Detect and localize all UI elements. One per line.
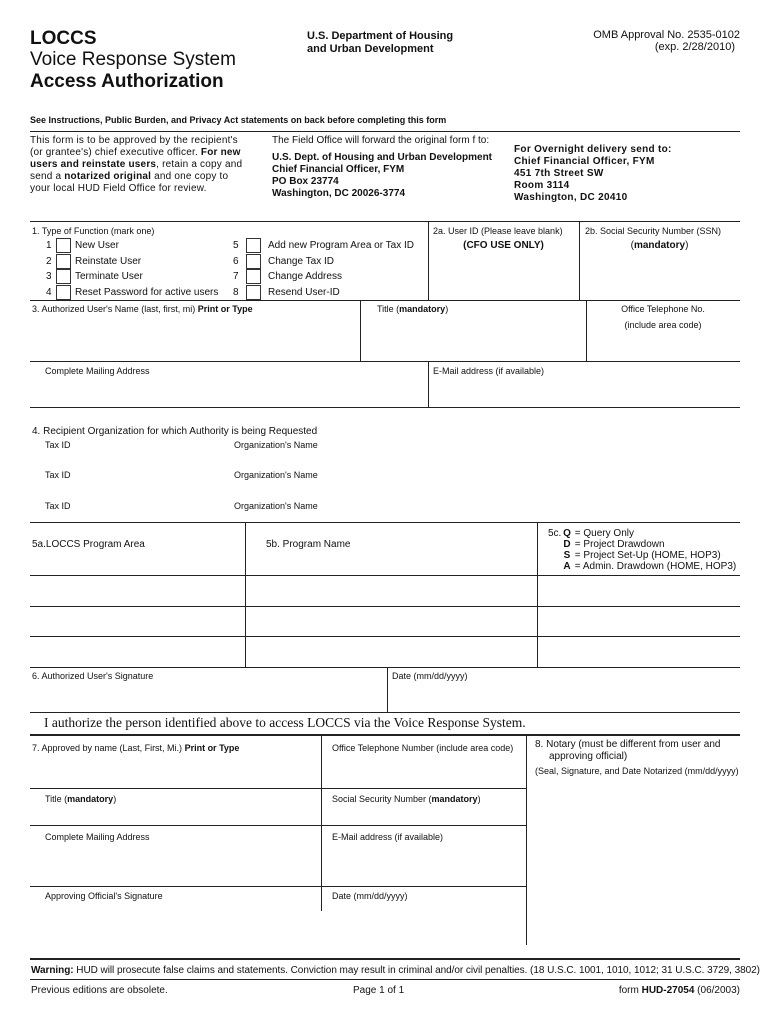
option-number: 3 bbox=[46, 271, 52, 282]
reset-password-checkbox[interactable] bbox=[56, 285, 71, 300]
change-tax-id-checkbox[interactable] bbox=[246, 254, 261, 269]
program-area-cell[interactable] bbox=[30, 607, 245, 636]
program-area-cell[interactable] bbox=[30, 637, 245, 666]
tax-id-field[interactable] bbox=[85, 499, 225, 513]
access-codes-legend: 5c. Q = Query Only D = Project Drawdown S = Project Set-Up (HOME, HOP3) A = Admin. Drawdown (HOME, HOP3) bbox=[548, 528, 737, 572]
program-name-label: 5b. Program Name bbox=[266, 539, 351, 550]
access-code-cell[interactable] bbox=[538, 576, 740, 605]
approver-ssn-field[interactable] bbox=[322, 806, 526, 824]
notary-seal-area[interactable] bbox=[527, 780, 740, 944]
authorized-user-name-label: 3. Authorized User's Name (last, first, mi) Print or Type bbox=[32, 304, 253, 314]
approver-phone-field[interactable] bbox=[322, 755, 526, 787]
approver-signature-field[interactable] bbox=[30, 903, 321, 943]
option-label: Change Tax ID bbox=[268, 256, 334, 267]
option-label: Add new Program Area or Tax ID bbox=[268, 240, 414, 251]
option-number: 4 bbox=[46, 287, 52, 298]
organization-name-label: Organization's Name bbox=[234, 440, 318, 450]
option-number: 6 bbox=[233, 256, 239, 267]
department-name-line2: and Urban Development bbox=[307, 43, 434, 55]
user-signature-date-field[interactable] bbox=[388, 683, 740, 711]
option-number: 1 bbox=[46, 240, 52, 251]
approver-name-label: 7. Approved by name (Last, First, Mi.) Print or Type bbox=[32, 743, 240, 753]
tax-id-field[interactable] bbox=[85, 438, 225, 452]
approver-mailing-address-field[interactable] bbox=[30, 844, 321, 885]
new-user-checkbox[interactable] bbox=[56, 238, 71, 253]
field-office-address: The Field Office will forward the original form f to: U.S. Dept. of Housing and Urban Development Chief Financial Officer, FYM PO Box 23774 Washington, DC 20026-3774 bbox=[272, 135, 493, 199]
approver-title-field[interactable] bbox=[30, 806, 321, 824]
omb-approval: OMB Approval No. 2535-0102 bbox=[593, 29, 740, 41]
option-label: Reset Password for active users bbox=[75, 287, 219, 298]
option-label: Change Address bbox=[268, 271, 342, 282]
approver-signature-label: Approving Official's Signature bbox=[45, 891, 163, 901]
program-name-cell[interactable] bbox=[246, 637, 537, 666]
user-title-label: Title (mandatory) bbox=[377, 304, 449, 314]
option-number: 7 bbox=[233, 271, 239, 282]
option-label: Reinstate User bbox=[75, 256, 142, 267]
add-program-area-checkbox[interactable] bbox=[246, 238, 261, 253]
user-title-field[interactable] bbox=[361, 316, 586, 360]
divider bbox=[579, 221, 580, 300]
intro-instructions: This form is to be approved by the recipient's (or grantee's) chief executive officer. For new users and reinstate users, retain a copy and send a notarized original and one copy to your local HUD Field Office for review. bbox=[30, 135, 243, 194]
ssn-label: 2b. Social Security Number (SSN) bbox=[585, 226, 722, 236]
option-label: New User bbox=[75, 240, 119, 251]
type-of-function-label: 1. Type of Function (mark one) bbox=[32, 226, 155, 236]
program-name-cell[interactable] bbox=[246, 576, 537, 605]
option-label: Terminate User bbox=[75, 271, 143, 282]
user-email-label: E-Mail address (if available) bbox=[433, 366, 545, 376]
divider bbox=[30, 958, 740, 960]
cfo-use-only-note: (CFO USE ONLY) bbox=[463, 240, 544, 251]
tax-id-label: Tax ID bbox=[45, 470, 71, 480]
organization-name-field[interactable] bbox=[322, 499, 740, 513]
divider bbox=[30, 522, 740, 523]
approver-mailing-address-label: Complete Mailing Address bbox=[45, 832, 150, 842]
divider bbox=[30, 886, 526, 887]
option-number: 8 bbox=[233, 287, 239, 298]
program-area-label: 5a.LOCCS Program Area bbox=[32, 539, 145, 550]
divider bbox=[30, 734, 740, 736]
divider bbox=[428, 221, 429, 300]
change-address-checkbox[interactable] bbox=[246, 269, 261, 284]
warning-statement: Warning: HUD will prosecute false claims and statements. Conviction may result in criminal and/or civil penalties. (18 U.S.C. 1001, 1010, 1012; 31 U.S.C. 3729, 3802) bbox=[31, 965, 760, 976]
authorized-user-name-field[interactable] bbox=[30, 316, 360, 360]
option-number: 2 bbox=[46, 256, 52, 267]
resend-user-id-checkbox[interactable] bbox=[246, 285, 261, 300]
approver-phone-label: Office Telephone Number (include area code) bbox=[332, 743, 514, 753]
authorization-statement: I authorize the person identified above to access LOCCS via the Voice Response System. bbox=[44, 715, 526, 730]
approver-signature-date-label: Date (mm/dd/yyyy) bbox=[332, 891, 408, 901]
divider bbox=[30, 131, 740, 132]
user-id-label: 2a. User ID (Please leave blank) bbox=[433, 226, 563, 236]
divider bbox=[30, 979, 740, 980]
option-number: 5 bbox=[233, 240, 239, 251]
user-phone-field[interactable] bbox=[587, 332, 740, 360]
user-phone-label: Office Telephone No. bbox=[621, 304, 705, 314]
form-title: Access Authorization bbox=[30, 71, 224, 92]
reinstate-user-checkbox[interactable] bbox=[56, 254, 71, 269]
divider bbox=[30, 407, 740, 408]
notary-label: 8. Notary (must be different from user and approving official) bbox=[535, 739, 721, 762]
recipient-organization-label: 4. Recipient Organization for which Authority is being Requested bbox=[32, 426, 318, 437]
access-code-cell[interactable] bbox=[538, 637, 740, 666]
access-code-cell[interactable] bbox=[538, 607, 740, 636]
divider bbox=[30, 825, 526, 826]
form-subtitle: Voice Response System bbox=[30, 49, 236, 70]
user-email-field[interactable] bbox=[429, 378, 740, 406]
overnight-address: For Overnight delivery send to: Chief Financial Officer, FYM 451 7th Street SW Room 3114 Washington, DC 20410 bbox=[514, 144, 672, 203]
user-phone-hint: (include area code) bbox=[624, 320, 702, 330]
organization-name-label: Organization's Name bbox=[234, 501, 318, 511]
obsolete-note: Previous editions are obsolete. bbox=[31, 985, 168, 996]
approver-name-field[interactable] bbox=[30, 755, 321, 787]
organization-name-label: Organization's Name bbox=[234, 470, 318, 480]
user-mailing-address-field[interactable] bbox=[30, 378, 428, 406]
divider bbox=[30, 667, 740, 668]
divider bbox=[30, 221, 740, 222]
user-signature-field[interactable] bbox=[30, 683, 387, 711]
user-mailing-address-label: Complete Mailing Address bbox=[45, 366, 150, 376]
ssn-mandatory-note: (mandatory) bbox=[630, 240, 689, 251]
approver-signature-date-field[interactable] bbox=[322, 903, 526, 943]
divider bbox=[30, 300, 740, 301]
program-name-cell[interactable] bbox=[246, 607, 537, 636]
option-label: Resend User-ID bbox=[268, 287, 340, 298]
terminate-user-checkbox[interactable] bbox=[56, 269, 71, 284]
tax-id-label: Tax ID bbox=[45, 501, 71, 511]
approver-ssn-label: Social Security Number (mandatory) bbox=[332, 794, 481, 804]
user-signature-label: 6. Authorized User's Signature bbox=[32, 671, 154, 681]
divider bbox=[30, 361, 740, 362]
department-name-line1: U.S. Department of Housing bbox=[307, 30, 454, 42]
tax-id-field[interactable] bbox=[85, 468, 225, 482]
approver-title-label: Title (mandatory) bbox=[45, 794, 117, 804]
organization-name-field[interactable] bbox=[322, 438, 740, 452]
divider bbox=[30, 788, 526, 789]
omb-expiration: (exp. 2/28/2010) bbox=[654, 41, 735, 53]
approver-email-label: E-Mail address (if available) bbox=[332, 832, 444, 842]
tax-id-label: Tax ID bbox=[45, 440, 71, 450]
notary-seal-hint: (Seal, Signature, and Date Notarized (mm/dd/yyyy) bbox=[535, 766, 739, 776]
form-number: form HUD-27054 (06/2003) bbox=[618, 985, 740, 996]
instructions-note: See Instructions, Public Burden, and Privacy Act statements on back before completing this form bbox=[30, 115, 447, 125]
program-area-cell[interactable] bbox=[30, 576, 245, 605]
approver-email-field[interactable] bbox=[322, 844, 526, 885]
divider bbox=[30, 712, 740, 713]
organization-name-field[interactable] bbox=[322, 468, 740, 482]
form-acronym: LOCCS bbox=[30, 28, 97, 49]
user-signature-date-label: Date (mm/dd/yyyy) bbox=[392, 671, 468, 681]
page-number: Page 1 of 1 bbox=[353, 985, 405, 996]
